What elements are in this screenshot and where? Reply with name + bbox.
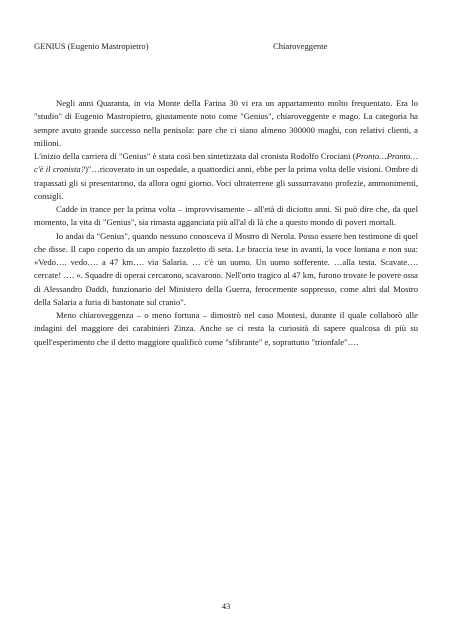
paragraph-5: Meno chiaroveggenza – o meno fortuna – dimostrò nel caso Montesi, durante il quale collaborò alle indagini del maggiore dei carabinieri Zinza. Anche se ci resta la curiosità di sapere qualcosa di più su quell'esperimento che il detto maggiore qualificò come "sfibrante" e, soprattutto "trionfale"…. bbox=[34, 310, 418, 347]
body-text bbox=[34, 97, 418, 349]
paragraph-1: Negli anni Quaranta, in via Monte della Farina 30 vi era un appartamento molto frequentato. Era lo "studio" di Eugenio Mastropietro, giustamente noto come "Genius", chiaroveggente e mago. La categoria ha sempre avuto grande successo nella penisola: pare che ci siano almeno 300000 maghi, con relativi clienti, a milioni. bbox=[34, 98, 418, 148]
paragraph-2-italic-title: Pronto…Pronto…c'è il cronista? bbox=[34, 151, 418, 175]
paragraph-3: Cadde in trance per la prima volta – improvvisamente – all'età di diciotto anni. Si può dire che, da quel momento, la vita di "Genius", sia rimasta agganciata più all'al di là che a questo mondo di poveri mortali. bbox=[34, 204, 418, 228]
header-topic: Chiaroveggente bbox=[273, 41, 328, 51]
paragraph-2-start: L'inizio della carriera di "Genius" è stata così ben sintetizzata dal cronista Rodolfo Crociani ( bbox=[34, 151, 356, 161]
page-number: 43 bbox=[221, 601, 231, 611]
paragraph-4: Io andai da "Genius", quando nessuno conosceva il Mostro di Nerola. Posso essere ben testimone di quel che disse. Il capo coperto da un ampio fazzoletto di seta. Le braccia tese in avanti, la voce lontana e non sua: «Vedo…. vedo…. a 47 km…. via Salaria. … c'è un uomo. Un uomo sofferente. …alla testa. Scavate…. cercate! …. ». Squadre di operai cercarono, scavarono. Nell'orto tragico al 47 km, furono trovate le povere ossa di Alessandro Daddi, funzionario del Ministero della Guerra, ferocemente soppresso, come altri dal Mostro della Salaria a furia di bastonate sul cranio". bbox=[34, 230, 418, 307]
paragraph-2 bbox=[34, 150, 418, 203]
paragraph-2-end: )"…ricoverato in un ospedale, a quattordici anni, ebbe per la prima volta delle visioni. Ombre di trapassati gli si presentarono, da allora ogni giorno. Voci ultraterrene gli sussurravano profezie, ammonimenti, consigli. bbox=[34, 164, 418, 201]
header-author: GENIUS (Eugenio Mastropietro) bbox=[34, 41, 149, 51]
